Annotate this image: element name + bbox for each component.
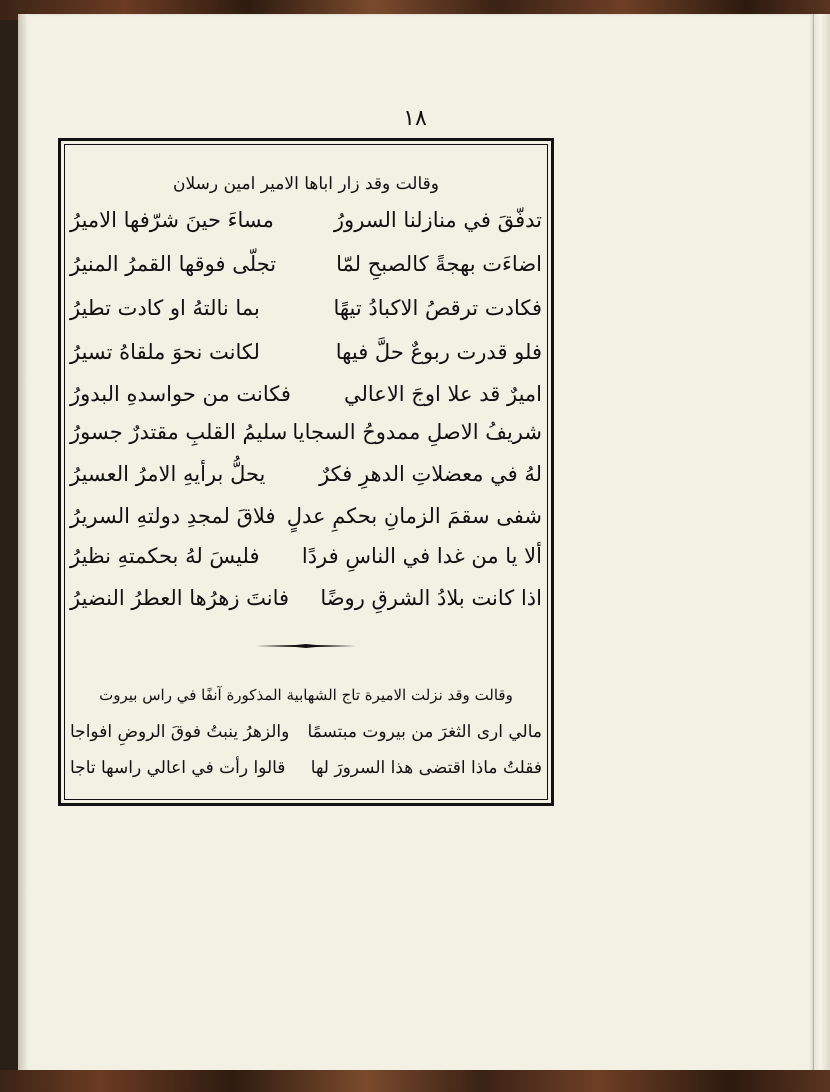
page-gutter <box>18 14 28 1074</box>
poem1-verse <box>70 420 542 450</box>
poem1-verse <box>70 544 542 574</box>
verse-first-hemistich: شفى سقمَ الزمانِ بحكمِ عدلٍ <box>286 504 542 528</box>
verse-first-hemistich: ألا يا من غدا في الناسِ فردًا <box>301 544 542 568</box>
verse-second-hemistich: سليمُ القلبِ مقتدرٌ جسورُ <box>70 420 288 444</box>
verse-second-hemistich: فليسَ لهُ بحكمتهِ نظيرُ <box>70 544 260 568</box>
verse-first-hemistich: مالي ارى الثغرَ من بيروت مبتسمًا <box>307 722 542 742</box>
verse-second-hemistich: تجلّى فوقها القمرُ المنيرُ <box>70 252 277 276</box>
poem2-verse <box>70 722 542 752</box>
verse-first-hemistich: اضاءَت بهجةً كالصبحِ لمّا <box>336 252 542 276</box>
verse-first-hemistich: فلو قدرت ربوعٌ حلَّ فيها <box>335 340 542 364</box>
verse-first-hemistich: فكادت ترقصُ الاكبادُ تيهًا <box>333 296 542 320</box>
poem1-verse <box>70 382 542 412</box>
book-cover-bottom <box>0 1070 830 1092</box>
poem1-verse <box>70 252 542 282</box>
verse-second-hemistich: فلاقَ لمجدِ دولتهِ السريرُ <box>70 504 276 528</box>
poem1-verse <box>70 504 542 534</box>
page-number: ١٨ <box>403 106 427 131</box>
verse-second-hemistich: فانتَ زهرُها العطرُ النضيرُ <box>70 586 290 610</box>
verse-first-hemistich: اذا كانت بلادُ الشرقِ روضًا <box>320 586 542 610</box>
verse-second-hemistich: بما نالتهُ او كادت تطيرُ <box>70 296 260 320</box>
poem1-verse <box>70 208 542 238</box>
poem1-verse <box>70 296 542 326</box>
verse-first-hemistich: شريفُ الاصلِ ممدوحُ السجايا <box>292 420 542 444</box>
page-edge <box>813 14 830 1074</box>
poem1-verse <box>70 586 542 616</box>
verse-first-hemistich: تدفّقَ في منازلنا السرورُ <box>333 208 542 232</box>
verse-second-hemistich: قالوا رأت في اعالي راسها تاجا <box>70 758 286 778</box>
verse-first-hemistich: فقلتُ ماذا اقتضى هذا السرورَ لها <box>310 758 542 778</box>
verse-first-hemistich: اميرٌ قد علا اوجَ الاعالي <box>343 382 542 406</box>
verse-second-hemistich: لكانت نحوَ ملقاهُ تسيرُ <box>70 340 260 364</box>
poem2-heading: وقالت وقد نزلت الاميرة تاج الشهابية المذكورة آنفًا في راس بيروت <box>99 686 513 704</box>
poem1-heading: وقالت وقد زار اباها الامير امين رسلان <box>172 174 439 194</box>
poem2-verse <box>70 758 542 788</box>
verse-first-hemistich: لهُ في معضلاتِ الدهرِ فكرٌ <box>319 462 542 486</box>
poem1-verse <box>70 340 542 370</box>
verse-second-hemistich: مساءَ حينَ شرّفها الاميرُ <box>70 208 274 232</box>
verse-second-hemistich: يحلُّ برأيهِ الامرُ العسيرُ <box>70 462 266 486</box>
verse-second-hemistich: فكانت من حواسدهِ البدورُ <box>70 382 291 406</box>
ornamental-divider <box>256 644 356 648</box>
poem1-verse <box>70 462 542 492</box>
verse-second-hemistich: والزهرُ ينبتُ فوقَ الروضِ افواجا <box>70 722 290 742</box>
